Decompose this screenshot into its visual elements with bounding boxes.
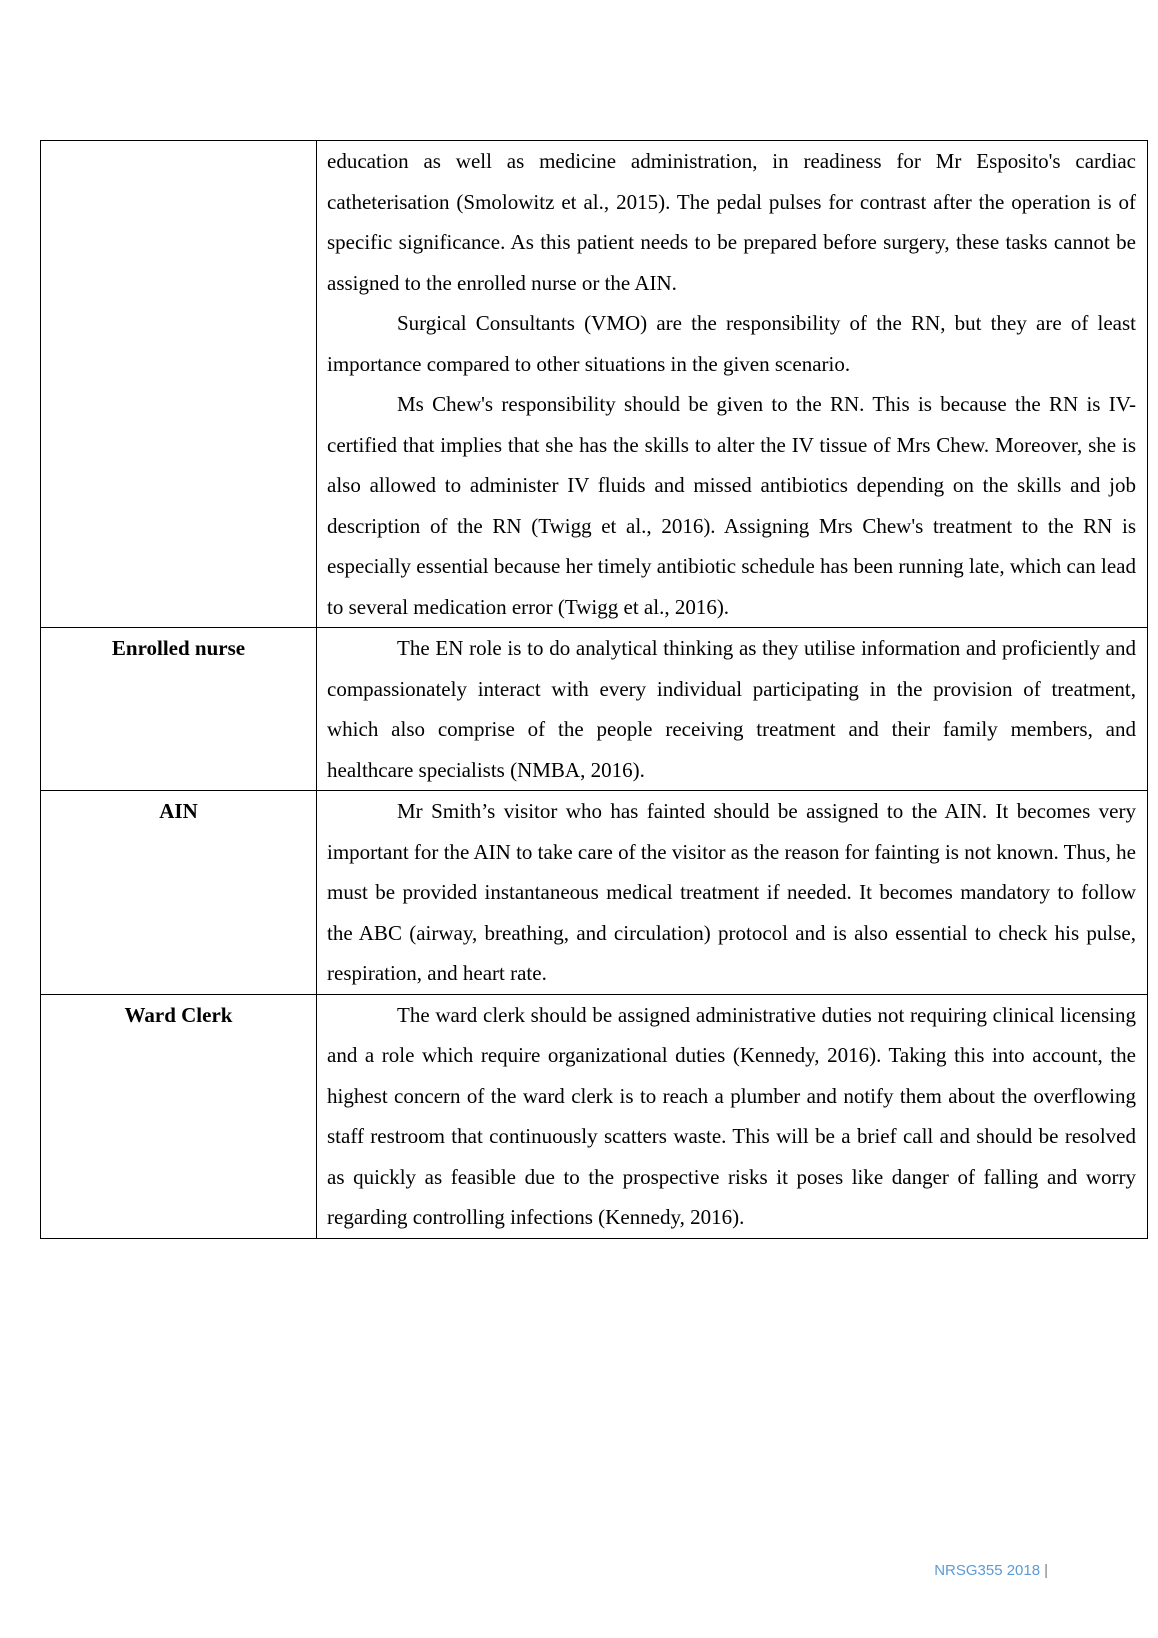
paragraph: The EN role is to do analytical thinking as they utilise information and proficiently and compassionately interact with every individual participating in the provision of treatment, which also comprise of the people receiving treatment and their family members, and healthcare specialists (NMBA, 2016). xyxy=(327,636,1136,782)
paragraph: Ms Chew's responsibility should be given to the RN. This is because the RN is IV-certified that implies that she has the skills to alter the IV tissue of Mrs Chew. Moreover, she is also allowed to administer IV fluids and missed antibiotics depending on the skills and job description of the RN (Twigg et al., 2016). Assigning Mrs Chew's treatment to the RN is especially essential because her timely antibiotic schedule has been running late, which can lead to several medication error (Twigg et al., 2016). xyxy=(327,392,1136,619)
description-cell xyxy=(317,141,1148,628)
role-cell-ain: AIN xyxy=(41,791,317,995)
table-row xyxy=(41,141,1148,628)
table-row xyxy=(41,994,1148,1238)
table-row xyxy=(41,791,1148,995)
footer-separator: | xyxy=(1044,1562,1048,1579)
role-cell xyxy=(41,141,317,628)
description-cell xyxy=(317,994,1148,1238)
role-cell-enrolled-nurse: Enrolled nurse xyxy=(41,628,317,791)
page-footer xyxy=(934,1562,1048,1579)
role-assignment-table xyxy=(40,140,1148,1239)
description-cell xyxy=(317,791,1148,995)
footer-text: NRSG355 2018 xyxy=(934,1562,1041,1579)
paragraph: Mr Smith’s visitor who has fainted should be assigned to the AIN. It becomes very important for the AIN to take care of the visitor as the reason for fainting is not known. Thus, he must be provided instantaneous medical treatment if needed. It becomes mandatory to follow the ABC (airway, breathing, and circulation) protocol and is also essential to check his pulse, respiration, and heart rate. xyxy=(327,799,1136,985)
paragraph: education as well as medicine administration, in readiness for Mr Esposito's cardiac catheterisation (Smolowitz et al., 2015). The pedal pulses for contrast after the operation is of specific significance. As this patient needs to be prepared before surgery, these tasks cannot be assigned to the enrolled nurse or the AIN. xyxy=(327,149,1136,295)
table-row xyxy=(41,628,1148,791)
paragraph: Surgical Consultants (VMO) are the responsibility of the RN, but they are of least importance compared to other situations in the given scenario. xyxy=(327,311,1136,376)
description-cell xyxy=(317,628,1148,791)
paragraph: The ward clerk should be assigned administrative duties not requiring clinical licensing and a role which require organizational duties (Kennedy, 2016). Taking this into account, the highest concern of the ward clerk is to reach a plumber and notify them about the overflowing staff restroom that continuously scatters waste. This will be a brief call and should be resolved as quickly as feasible due to the prospective risks it poses like danger of falling and worry regarding controlling infections (Kennedy, 2016). xyxy=(327,1002,1136,1229)
role-cell-ward-clerk: Ward Clerk xyxy=(41,994,317,1238)
